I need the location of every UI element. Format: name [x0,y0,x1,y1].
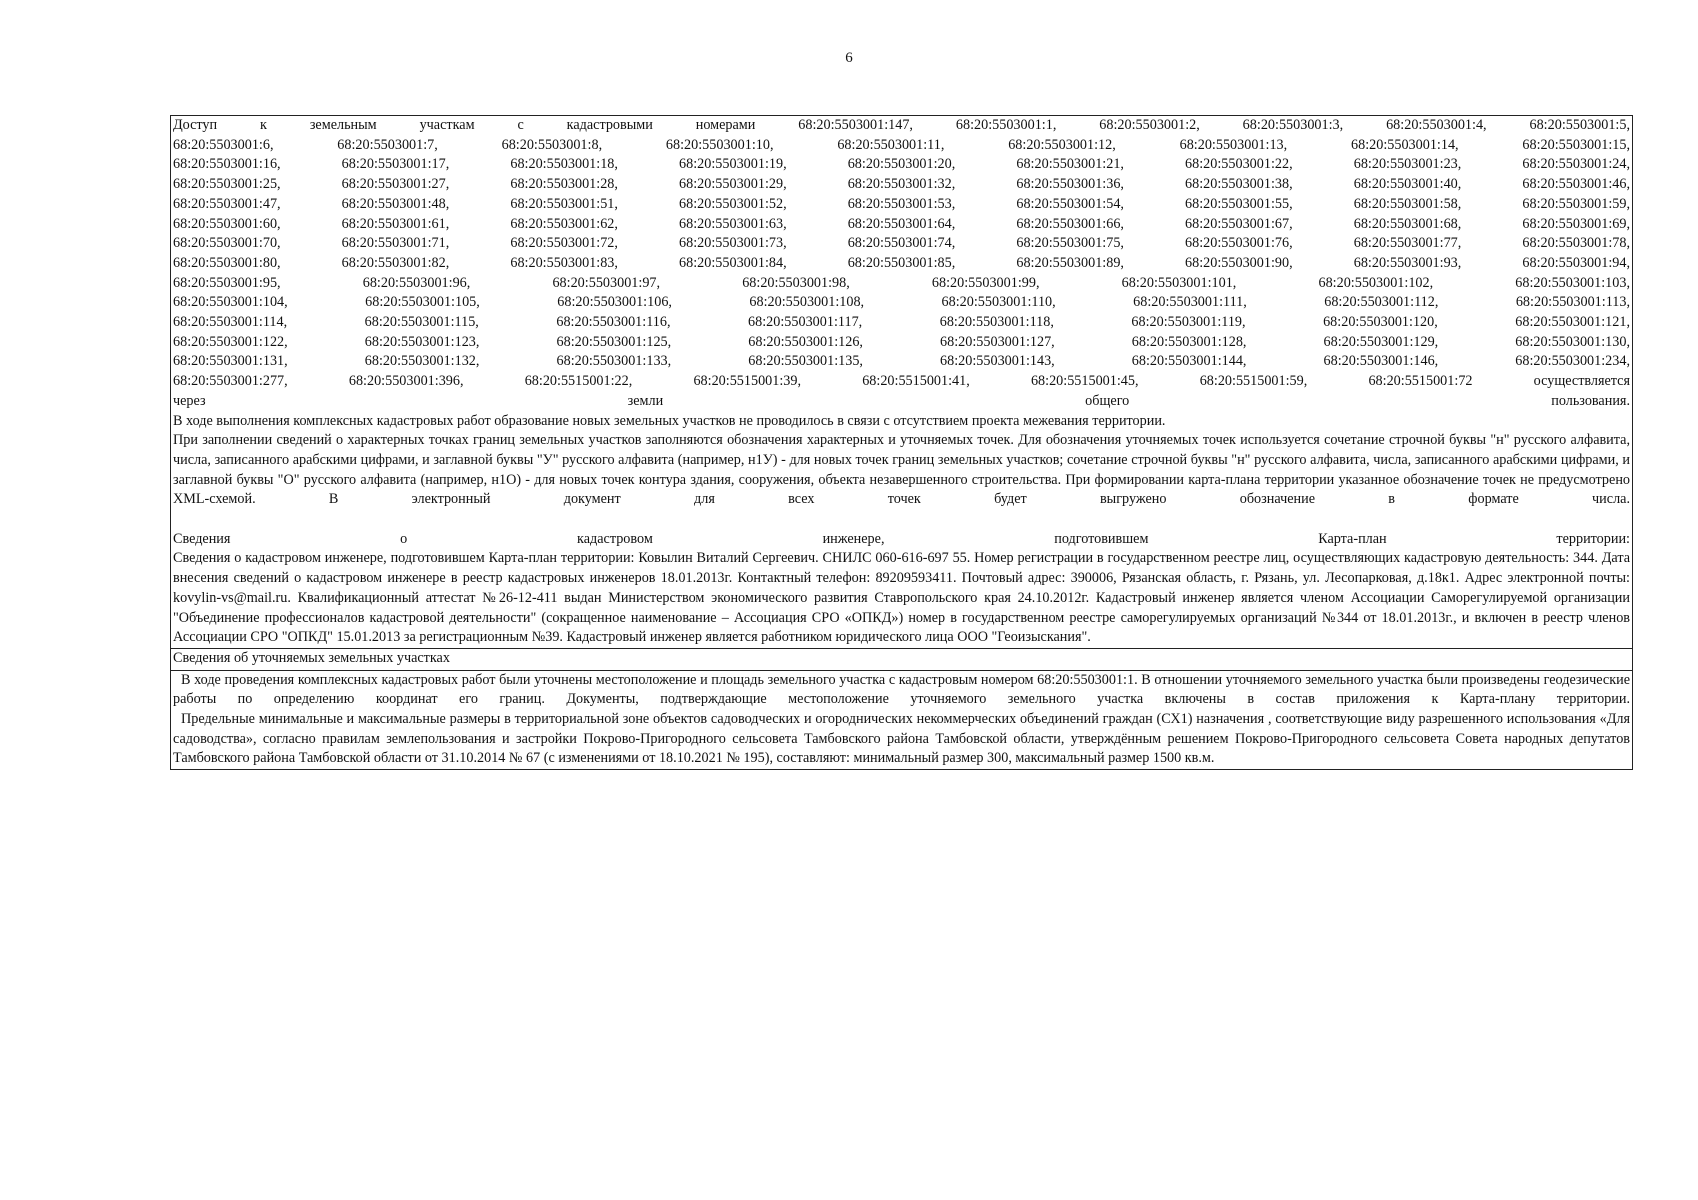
engineer-heading: Сведения о кадастровом инженере, подготовившем Карта-план территории: [173,530,1630,547]
access-line: 68:20:5503001:104, 68:20:5503001:105, 68:20:5503001:106, 68:20:5503001:108, 68:20:5503001:110, 68:20:5503001:111, 68:20:5503001:112, 68:20:5503001:113, [173,294,1630,311]
refined-parcels-heading: Сведения об уточняемых земельных участках [171,648,1632,670]
access-line: 68:20:5503001:277, 68:20:5503001:396, 68:20:5515001:22, 68:20:5515001:39, 68:20:5515001:41, 68:20:5515001:45, 68:20:5515001:59, 68:20:5515001:72 осуществляется [173,373,1630,390]
access-line: через земли общего пользования. [173,392,1630,409]
document-table [170,115,1633,770]
refined-parcels-cell [171,670,1632,770]
access-line: 68:20:5503001:131, 68:20:5503001:132, 68:20:5503001:133, 68:20:5503001:135, 68:20:5503001:143, 68:20:5503001:144, 68:20:5503001:146, 68:20:5503001:234, [173,353,1630,370]
page-number: 6 [845,50,853,66]
access-cell [171,116,1632,648]
access-line: 68:20:5503001:16, 68:20:5503001:17, 68:20:5503001:18, 68:20:5503001:19, 68:20:5503001:20, 68:20:5503001:21, 68:20:5503001:22, 68:20:5503001:23, 68:20:5503001:24, [173,156,1630,173]
size-limits-text: Предельные минимальные и максимальные размеры в территориальной зоне объектов садоводческих и огороднических некоммерческих объединений граждан (СХ1) назначения , соответствующие виду разрешенного использования «Для садоводства», согласно правилам землепользования и застройки Покрово-Пригородного сельсовета Тамбовского района Тамбовской области, утверждённым решением Покрово-Пригородного сельсовета Совета народных депутатов Тамбовского района Тамбовской области от 31.10.2014 № 67 (с изменениями от 18.10.2021 № 195), составляют: минимальный размер 300, максимальный размер 1500 кв.м. [173,711,1630,767]
access-line: 68:20:5503001:114, 68:20:5503001:115, 68:20:5503001:116, 68:20:5503001:117, 68:20:5503001:118, 68:20:5503001:119, 68:20:5503001:120, 68:20:5503001:121, [173,314,1630,331]
access-line: 68:20:5503001:47, 68:20:5503001:48, 68:20:5503001:51, 68:20:5503001:52, 68:20:5503001:53, 68:20:5503001:54, 68:20:5503001:55, 68:20:5503001:58, 68:20:5503001:59, [173,195,1630,212]
no-new-parcels-text: В ходе выполнения комплексных кадастровых работ образование новых земельных участков не проводилось в связи с отсутствием проекта межевания территории. [173,412,1166,429]
points-notation-text: При заполнении сведений о характерных точках границ земельных участков заполняются обозначения характерных и уточняемых точек. Для обозначения уточняемых точек используется сочетание строчной буквы "н" русского алфавита, числа, записанного арабскими цифрами, и заглавной буквы "У" русского алфавита (например, н1У) - для новых точек границ земельных участков; сочетание строчной буквы "н" русского алфавита, числа, записанного арабскими цифрами, и заглавной буквы "О" русского алфавита (например, н1О) - для новых точек контура здания, сооружения, объекта незавершенного строительства. При формировании карта-плана территории указанное обозначение точек не предусмотрено XML-схемой. В электронный документ для всех точек будет выгружено обозначение в формате числа. [173,432,1630,508]
engineer-details: Сведения о кадастровом инженере, подготовившем Карта-план территории: Ковылин Виталий Сергеевич. СНИЛС 060-616-697 55. Номер регистрации в государственном реестре лиц, осуществляющих кадастровую деятельность: 344. Дата внесения сведений о кадастровом инженере в реестр кадастровых инженеров 18.01.2013г. Контактный телефон: 89209593411. Почтовый адрес: 390006, Рязанская область, г. Рязань, ул. Лесопарковая, д.18к1. Адрес электронной почты: kovylin-vs@mail.ru. Квалификационный аттестат №26-12-411 выдан Министерством экономического развития Ставропольского края 24.10.2012г. Кадастровый инженер является членом Ассоциации Саморегулируемой организации "Объединение профессионалов кадастровой деятельности" (сокращенное наименование – Ассоциация СРО «ОПКД») номер в государственном реестре саморегулируемых организаций №344 от 18.01.2013г., и включен в реестр членов Ассоциации СРО "ОПКД" 15.01.2013 за регистрационным №39. Кадастровый инженер является работником юридического лица ООО "Геоизыскания". [173,550,1630,646]
access-line: Доступ к земельным участкам с кадастровыми номерами 68:20:5503001:147, 68:20:5503001:1, 68:20:5503001:2, 68:20:5503001:3, 68:20:5503001:4, 68:20:5503001:5, [173,117,1630,133]
access-line: 68:20:5503001:60, 68:20:5503001:61, 68:20:5503001:62, 68:20:5503001:63, 68:20:5503001:64, 68:20:5503001:66, 68:20:5503001:67, 68:20:5503001:68, 68:20:5503001:69, [173,215,1630,232]
blank-line [173,510,1630,530]
access-line: 68:20:5503001:80, 68:20:5503001:82, 68:20:5503001:83, 68:20:5503001:84, 68:20:5503001:85, 68:20:5503001:89, 68:20:5503001:90, 68:20:5503001:93, 68:20:5503001:94, [173,254,1630,271]
access-line: 68:20:5503001:25, 68:20:5503001:27, 68:20:5503001:28, 68:20:5503001:29, 68:20:5503001:32, 68:20:5503001:36, 68:20:5503001:38, 68:20:5503001:40, 68:20:5503001:46, [173,176,1630,193]
access-line: 68:20:5503001:6, 68:20:5503001:7, 68:20:5503001:8, 68:20:5503001:10, 68:20:5503001:11, 68:20:5503001:12, 68:20:5503001:13, 68:20:5503001:14, 68:20:5503001:15, [173,136,1630,153]
access-line: 68:20:5503001:70, 68:20:5503001:71, 68:20:5503001:72, 68:20:5503001:73, 68:20:5503001:74, 68:20:5503001:75, 68:20:5503001:76, 68:20:5503001:77, 68:20:5503001:78, [173,235,1630,252]
access-line: 68:20:5503001:122, 68:20:5503001:123, 68:20:5503001:125, 68:20:5503001:126, 68:20:5503001:127, 68:20:5503001:128, 68:20:5503001:129, 68:20:5503001:130, [173,333,1630,350]
refined-parcels-text: В ходе проведения комплексных кадастровых работ были уточнены местоположение и площадь земельного участка с кадастровым номером 68:20:5503001:1. В отношении уточняемого земельного участка были произведены геодезические работы по определению координат его границ. Документы, подтверждающие местоположение уточняемого земельного участка включены в состав приложения к Карта-плану территории. [173,671,1630,708]
access-line: 68:20:5503001:95, 68:20:5503001:96, 68:20:5503001:97, 68:20:5503001:98, 68:20:5503001:99, 68:20:5503001:101, 68:20:5503001:102, 68:20:5503001:103, [173,274,1630,291]
